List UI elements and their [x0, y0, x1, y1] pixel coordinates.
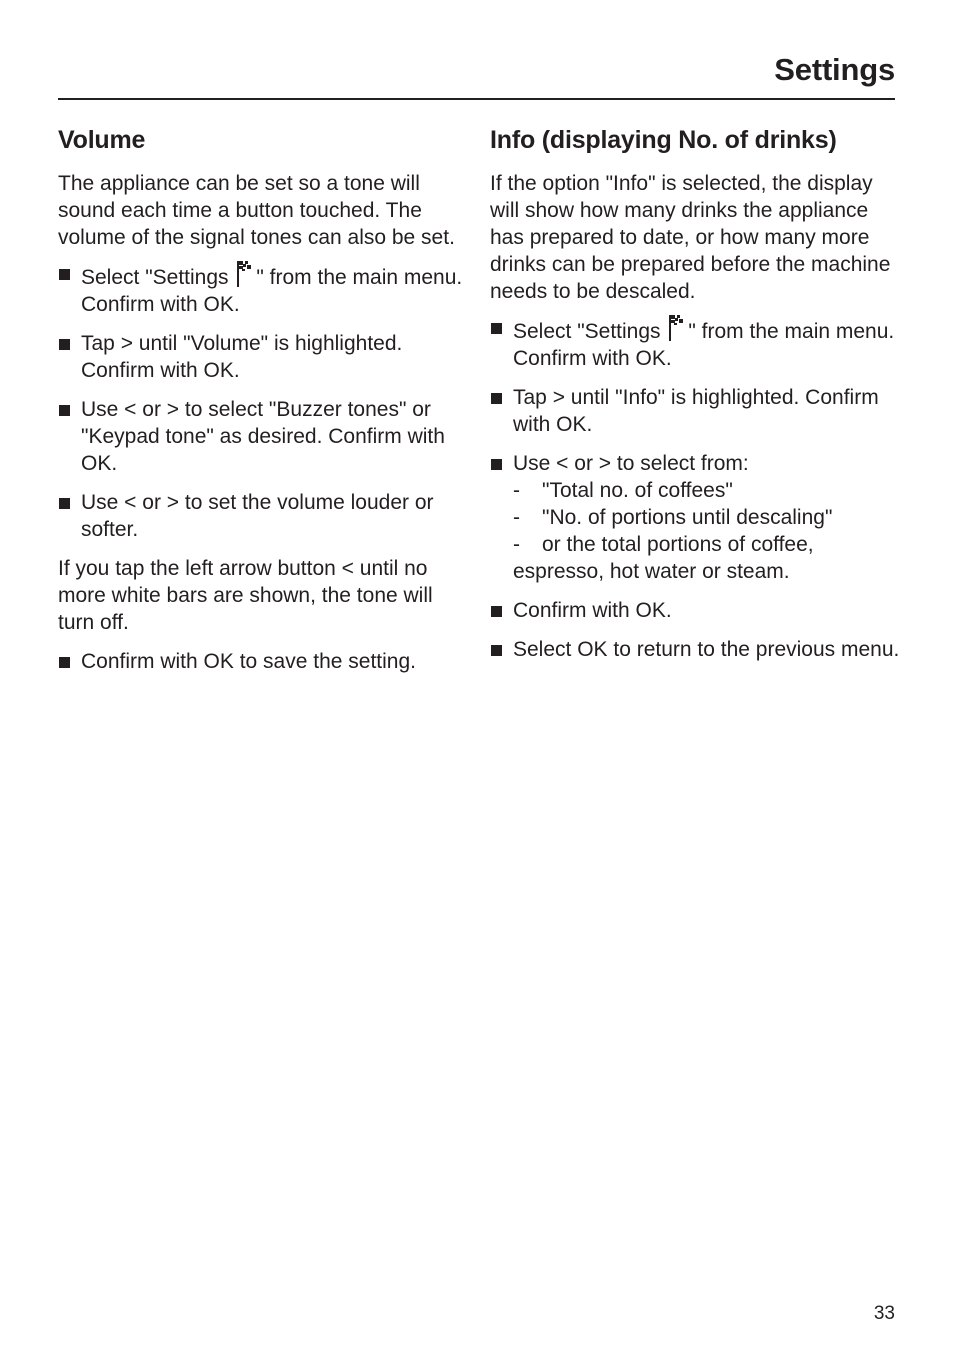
info-step-2: [490, 384, 900, 438]
info-intro: If the option "Info" is selected, the display will show how many drinks the appliance has prepared to date, or how many more drinks can be prepared before the machine needs to be descaled.: [490, 172, 891, 303]
info-option-text: or the total portions of coffee, espresso, hot water or steam.: [513, 533, 814, 583]
square-bullet-icon: [59, 269, 70, 280]
info-step-1: [490, 314, 900, 372]
info-option-text: "No. of portions until descaling": [542, 506, 833, 529]
info-step-4: [490, 597, 900, 624]
page-number: 33: [873, 1303, 895, 1324]
volume-step-2: [58, 330, 468, 384]
volume-step-4: [58, 489, 468, 543]
volume-step-4-text: Use < or > to set the volume louder or softer.: [81, 491, 434, 541]
volume-step-5-text: Confirm with OK to save the setting.: [81, 650, 416, 673]
info-step-5-text: Select OK to return to the previous menu.: [513, 638, 900, 661]
square-bullet-icon: [491, 459, 502, 470]
info-step-1-text-after: " from the main menu. Confirm with OK.: [513, 320, 895, 370]
square-bullet-icon: [59, 405, 70, 416]
square-bullet-icon: [59, 657, 70, 668]
header-divider: [58, 98, 895, 100]
volume-step-2-text: Tap > until "Volume" is highlighted. Confirm with OK.: [81, 332, 403, 382]
volume-section: [58, 122, 468, 687]
dash-marker: -: [513, 479, 520, 502]
info-step-4-text: Confirm with OK.: [513, 599, 672, 622]
info-option-item: [513, 477, 900, 504]
volume-step-3: [58, 396, 468, 477]
volume-intro: The appliance can be set so a tone will sound each time a button touched. The volume of the signal tones can also be set.: [58, 172, 455, 249]
dash-marker: -: [513, 506, 520, 529]
volume-step-1: [58, 260, 468, 318]
square-bullet-icon: [491, 323, 502, 334]
info-step-1-text-before: Select "Settings: [513, 320, 667, 343]
info-step-3: [490, 450, 900, 585]
info-step-5: [490, 636, 900, 663]
info-step-2-text: Tap > until "Info" is highlighted. Confirm with OK.: [513, 386, 879, 436]
volume-step-5: [58, 648, 468, 675]
volume-step-1-text-after: " from the main menu. Confirm with OK.: [81, 266, 463, 316]
square-bullet-icon: [491, 606, 502, 617]
volume-step-1-text-before: Select "Settings: [81, 266, 235, 289]
square-bullet-icon: [59, 498, 70, 509]
volume-step-3-text: Use < or > to select "Buzzer tones" or "Keypad tone" as desired. Confirm with OK.: [81, 398, 445, 475]
info-step-3-text: Use < or > to select from:: [513, 452, 749, 475]
info-option-text: "Total no. of coffees": [542, 479, 733, 502]
settings-flag-icon: [668, 314, 686, 342]
square-bullet-icon: [59, 339, 70, 350]
info-option-item: [513, 504, 900, 531]
square-bullet-icon: [491, 393, 502, 404]
info-option-item: [513, 531, 900, 585]
square-bullet-icon: [491, 645, 502, 656]
volume-note: If you tap the left arrow button < until no more white bars are shown, the tone will turn off.: [58, 557, 433, 634]
dash-marker: -: [513, 533, 520, 556]
info-heading: Info (displaying No. of drinks): [490, 126, 837, 154]
info-section: [490, 122, 900, 675]
page-title: Settings: [774, 52, 895, 87]
settings-flag-icon: [236, 260, 254, 288]
volume-heading: Volume: [58, 126, 146, 154]
